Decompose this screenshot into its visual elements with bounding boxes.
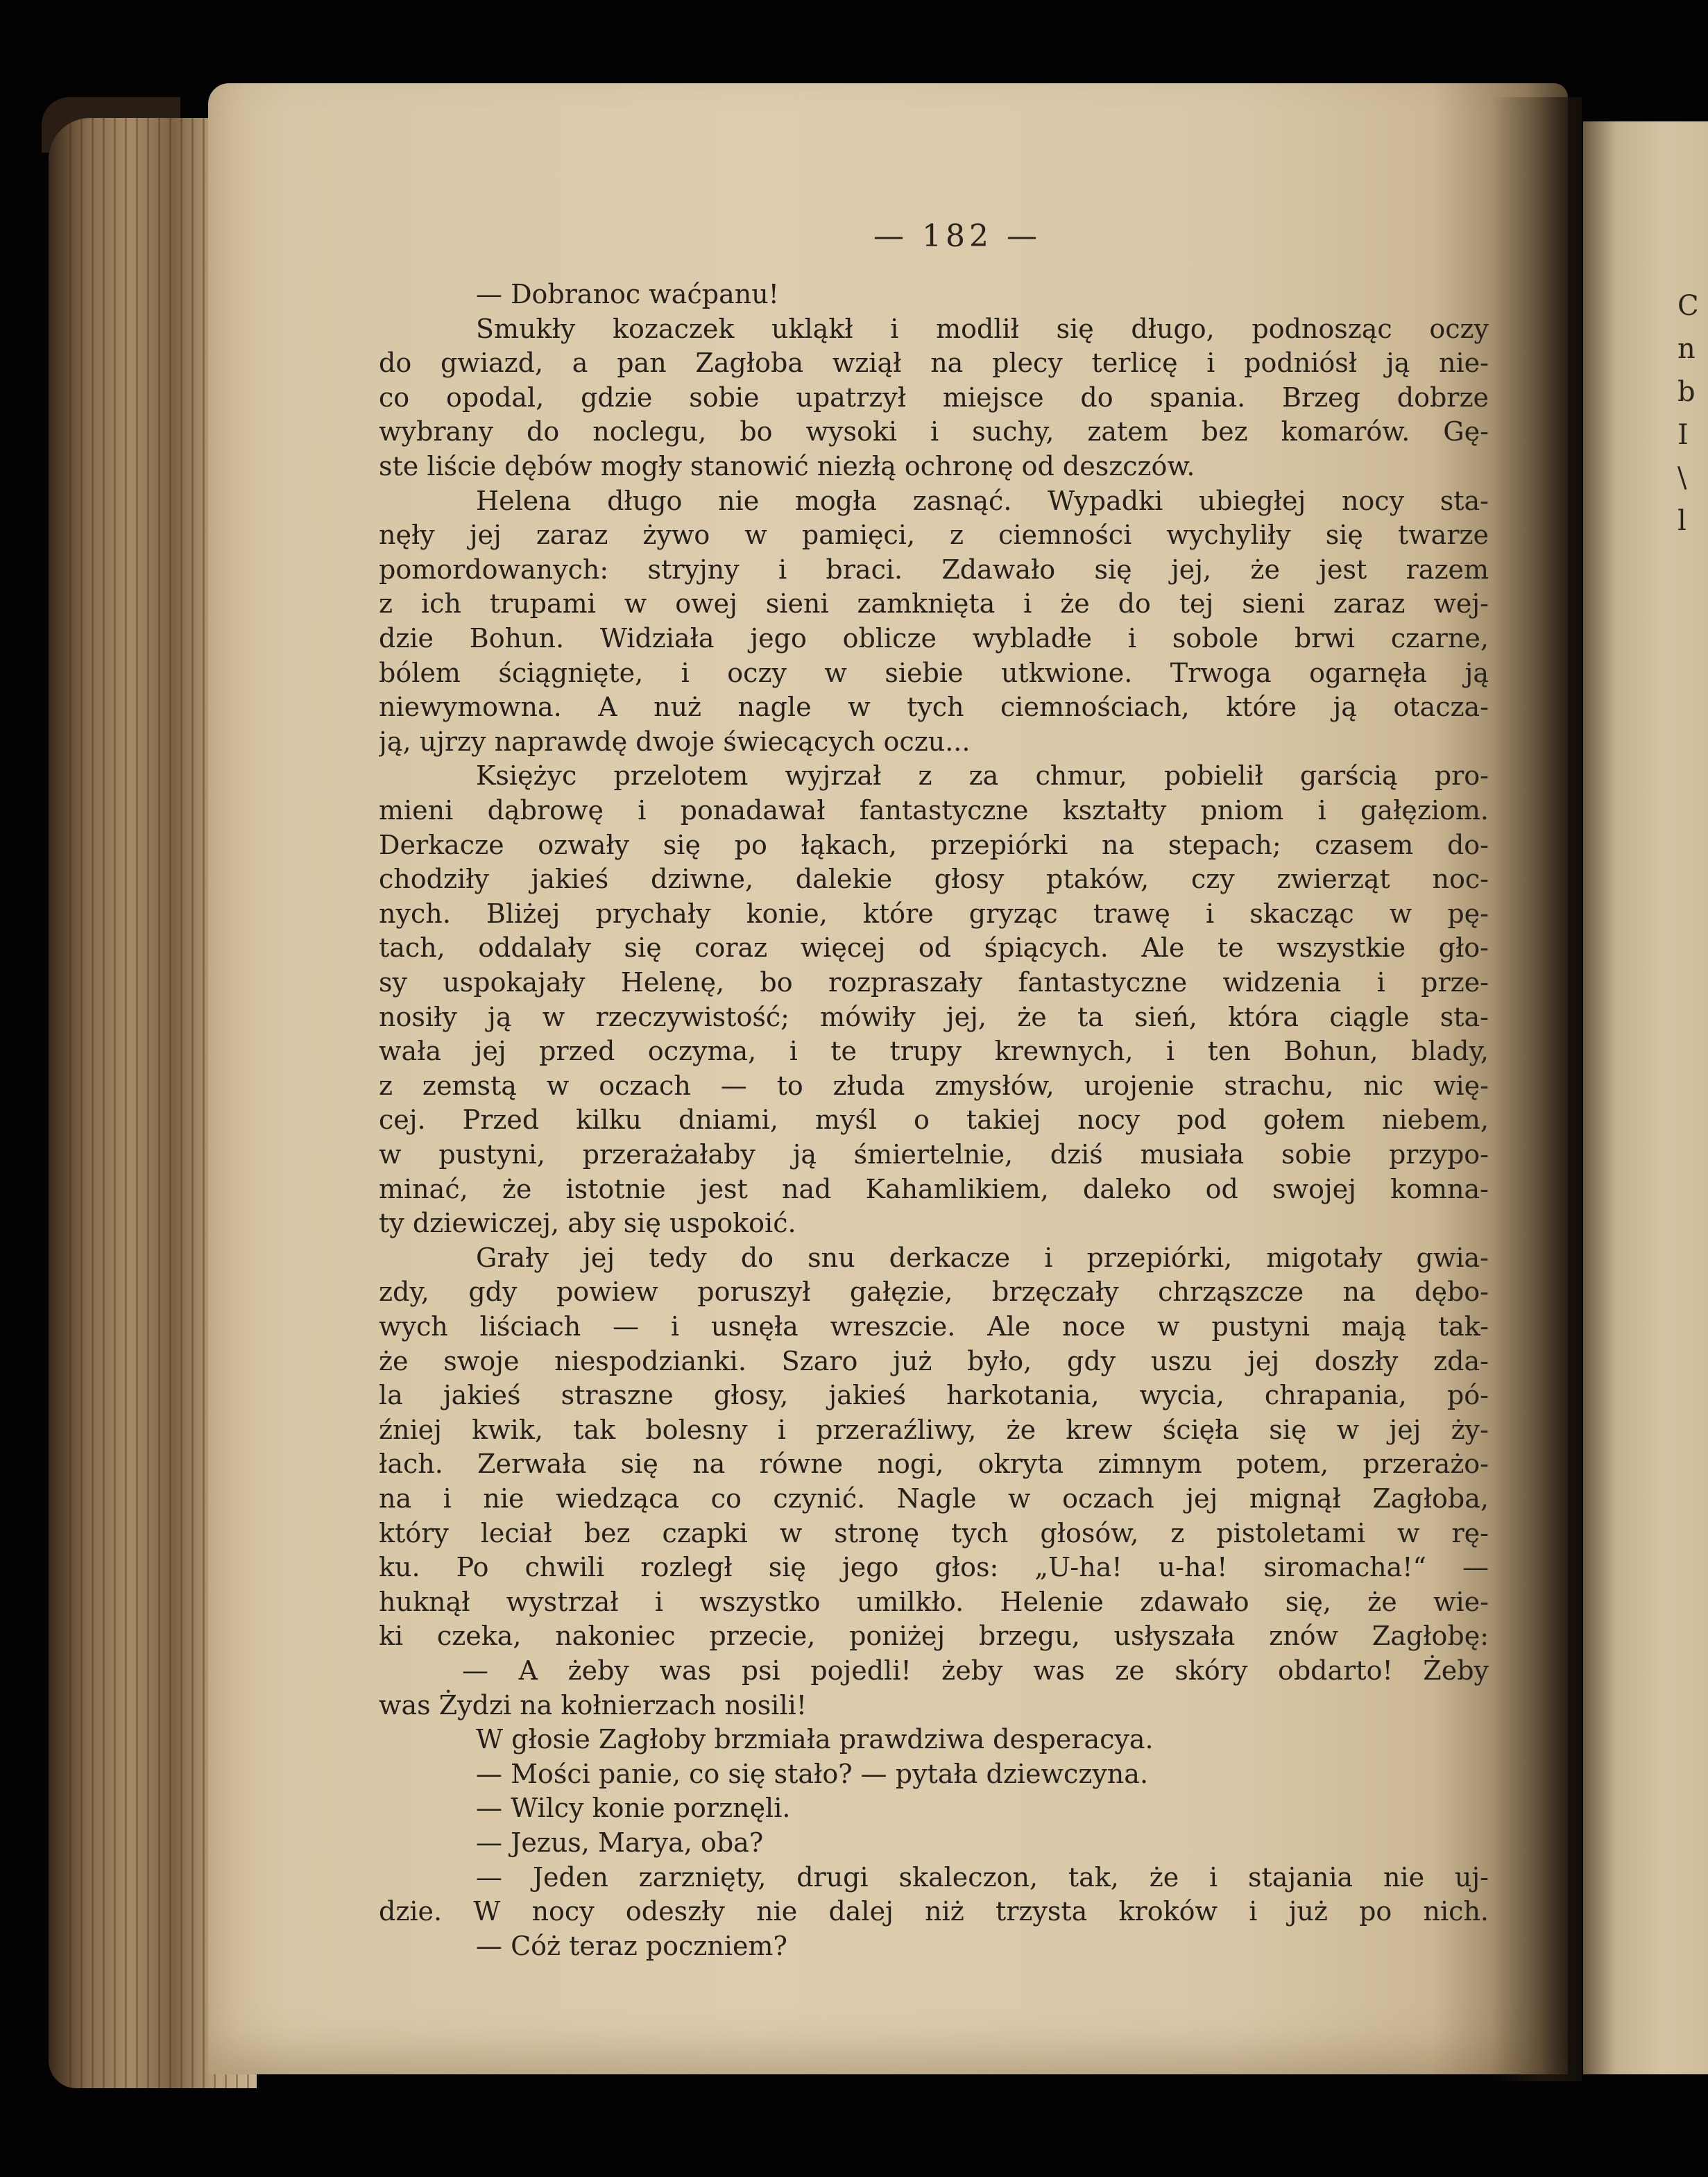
text-line: ją, ujrzy naprawdę dwoje świecących oczu... — [379, 726, 971, 757]
text-line: pomordowanych: stryjny i braci. Zdawało się jej, że jest razem — [379, 554, 1489, 585]
page-number: — 182 — — [873, 219, 1041, 254]
text-line: nych. Bliżej prychały konie, które gryząc trawę i skacząc w pę- — [379, 898, 1489, 929]
text-line: wybrany do noclegu, bo wysoki i suchy, zatem bez komarów. Gę- — [379, 416, 1489, 447]
text-line: dzie. W nocy odeszły nie dalej niż trzysta kroków i już po nich. — [379, 1896, 1489, 1927]
text-line: — Cóż teraz poczniem? — [476, 1931, 787, 1961]
right-page-glyph: b — [1677, 376, 1696, 408]
text-line: Smukły kozaczek ukląkł i modlił się długo, podnosząc oczy — [476, 314, 1489, 344]
text-line: — Mości panie, co się stało? — pytała dziewczyna. — [476, 1759, 1149, 1789]
text-line: w pustyni, przerażałaby ją śmiertelnie, dziś musiała sobie przypo- — [379, 1139, 1489, 1170]
right-page-glyph: \ — [1677, 462, 1687, 494]
text-line: ty dziewiczej, aby się uspokoić. — [379, 1208, 796, 1238]
right-page-text-fragments — [1677, 284, 1708, 543]
text-line: co opodal, gdzie sobie upatrzył miejsce do spania. Brzeg dobrze — [379, 382, 1489, 413]
text-line: wała jej przed oczyma, i te trupy krewnych, i ten Bohun, blady, — [379, 1036, 1489, 1066]
text-line: do gwiazd, a pan Zagłoba wziął na plecy terlicę i podniósł ją nie- — [379, 348, 1489, 378]
book-gutter — [1492, 97, 1582, 2081]
text-line: wych liściach — i usnęła wreszcie. Ale noce w pustyni mają tak- — [379, 1311, 1489, 1342]
text-line: — Jeden zarznięty, drugi skaleczon, tak, że i stajania nie uj- — [476, 1862, 1489, 1893]
text-line: źniej kwik, tak bolesny i przeraźliwy, że krew ścięła się w jej ży- — [379, 1415, 1489, 1445]
text-line: minać, że istotnie jest nad Kahamlikiem, daleko od swojej komna- — [379, 1174, 1489, 1204]
text-line: zdy, gdy powiew poruszył gałęzie, brzęczały chrząszcze na dębo- — [379, 1277, 1489, 1307]
right-page-glyph: C — [1677, 290, 1699, 322]
text-line: który leciał bez czapki w stronę tych głosów, z pistoletami w rę- — [379, 1518, 1489, 1548]
text-line: tach, oddalały się coraz więcej od śpiących. Ale te wszystkie gło- — [379, 932, 1489, 963]
text-line: — Wilcy konie porznęli. — [476, 1793, 791, 1823]
text-line: łach. Zerwała się na równe nogi, okryta zimnym potem, przerażo- — [379, 1449, 1489, 1479]
text-line: — Jezus, Marya, oba? — [476, 1827, 764, 1858]
text-line: cej. Przed kilku dniami, myśl o takiej nocy pod gołem niebem, — [379, 1104, 1489, 1135]
text-line: że swoje niespodzianki. Szaro już było, gdy uszu jej doszły zda- — [379, 1346, 1489, 1376]
text-line: nęły jej zaraz żywo w pamięci, z ciemności wychyliły się twarze — [379, 520, 1489, 550]
text-line: sy uspokajały Helenę, bo rozpraszały fantastyczne widzenia i prze- — [379, 967, 1489, 998]
text-line: Helena długo nie mogła zasnąć. Wypadki ubiegłej nocy sta- — [476, 486, 1489, 516]
text-line: — A żeby was psi pojedli! żeby was ze skóry obdarto! Żeby — [462, 1655, 1489, 1686]
text-line: chodziły jakieś dziwne, dalekie głosy ptaków, czy zwierząt noc- — [379, 864, 1489, 894]
text-line: Księżyc przelotem wyjrzał z za chmur, pobielił garścią pro- — [476, 760, 1489, 791]
text-line: mieni dąbrowę i ponadawał fantastyczne kształty pniom i gałęziom. — [379, 795, 1489, 826]
body-text — [379, 278, 1489, 1984]
text-line: Grały jej tedy do snu derkacze i przepiórki, migotały gwia- — [476, 1243, 1489, 1273]
text-line: la jakieś straszne głosy, jakieś harkotania, wycia, chrapania, pó- — [379, 1380, 1489, 1410]
right-page-glyph: l — [1677, 505, 1686, 537]
text-line: was Żydzi na kołnierzach nosili! — [379, 1690, 808, 1721]
text-line: — Dobranoc waćpanu! — [476, 279, 779, 309]
text-line: Derkacze ozwały się po łąkach, przepiórki na stepach; czasem do- — [379, 830, 1489, 860]
text-line: ku. Po chwili rozległ się jego głos: „U-ha! u-ha! siromacha!“ — — [379, 1552, 1489, 1582]
right-page-glyph: I — [1677, 419, 1689, 451]
text-line: dzie Bohun. Widziała jego oblicze wybladłe i sobole brwi czarne, — [379, 623, 1489, 654]
text-line: ste liście dębów mogły stanowić niezłą ochronę od deszczów. — [379, 451, 1195, 481]
text-line: W głosie Zagłoby brzmiała prawdziwa desperacya. — [476, 1724, 1154, 1755]
text-line: ki czeka, nakoniec przecie, poniżej brzegu, usłyszała znów Zagłobę: — [379, 1621, 1489, 1651]
right-page-glyph: n — [1677, 333, 1696, 365]
text-line: bólem ściągnięte, i oczy w siebie utkwione. Trwoga ogarnęła ją — [379, 658, 1489, 688]
text-line: z ich trupami w owej sieni zamknięta i że do tej sieni zaraz wej- — [379, 588, 1489, 619]
text-line: niewymowna. A nuż nagle w tych ciemnościach, które ją otacza- — [379, 692, 1489, 722]
text-line: z zemstą w oczach — to złuda zmysłów, urojenie strachu, nic wię- — [379, 1070, 1489, 1101]
text-line: nosiły ją w rzeczywistość; mówiły jej, że ta sień, która ciągle sta- — [379, 1002, 1489, 1032]
text-line: na i nie wiedząca co czynić. Nagle w oczach jej mignął Zagłoba, — [379, 1483, 1489, 1514]
text-line: huknął wystrzał i wszystko umilkło. Helenie zdawało się, że wie- — [379, 1587, 1489, 1617]
